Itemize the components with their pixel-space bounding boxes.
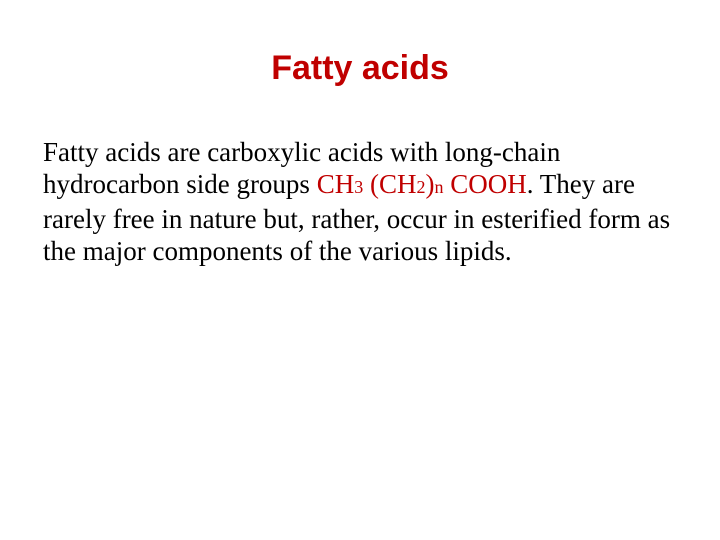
formula-subscript-1: 3 (354, 177, 364, 197)
chemical-formula (317, 169, 527, 199)
formula-subscript-2: 2 (416, 177, 426, 197)
formula-part-2: (CH (363, 169, 417, 199)
slide-title: Fatty acids (271, 49, 449, 87)
formula-part-1: CH (316, 169, 355, 199)
formula-period: . (526, 169, 534, 199)
slide-body-paragraph (43, 136, 693, 267)
paragraph-intro: Fatty acids are carboxylic acids with long-chain hydrocarbon side groups (43, 137, 561, 199)
formula-subscript-n: n (434, 177, 444, 197)
formula-part-4: COOH (443, 169, 527, 199)
paragraph-continuation: They are rarely free in nature but, rather, occur in esterified form as the major components of the various lipids. (43, 169, 671, 266)
formula-part-3: ) (425, 169, 435, 199)
